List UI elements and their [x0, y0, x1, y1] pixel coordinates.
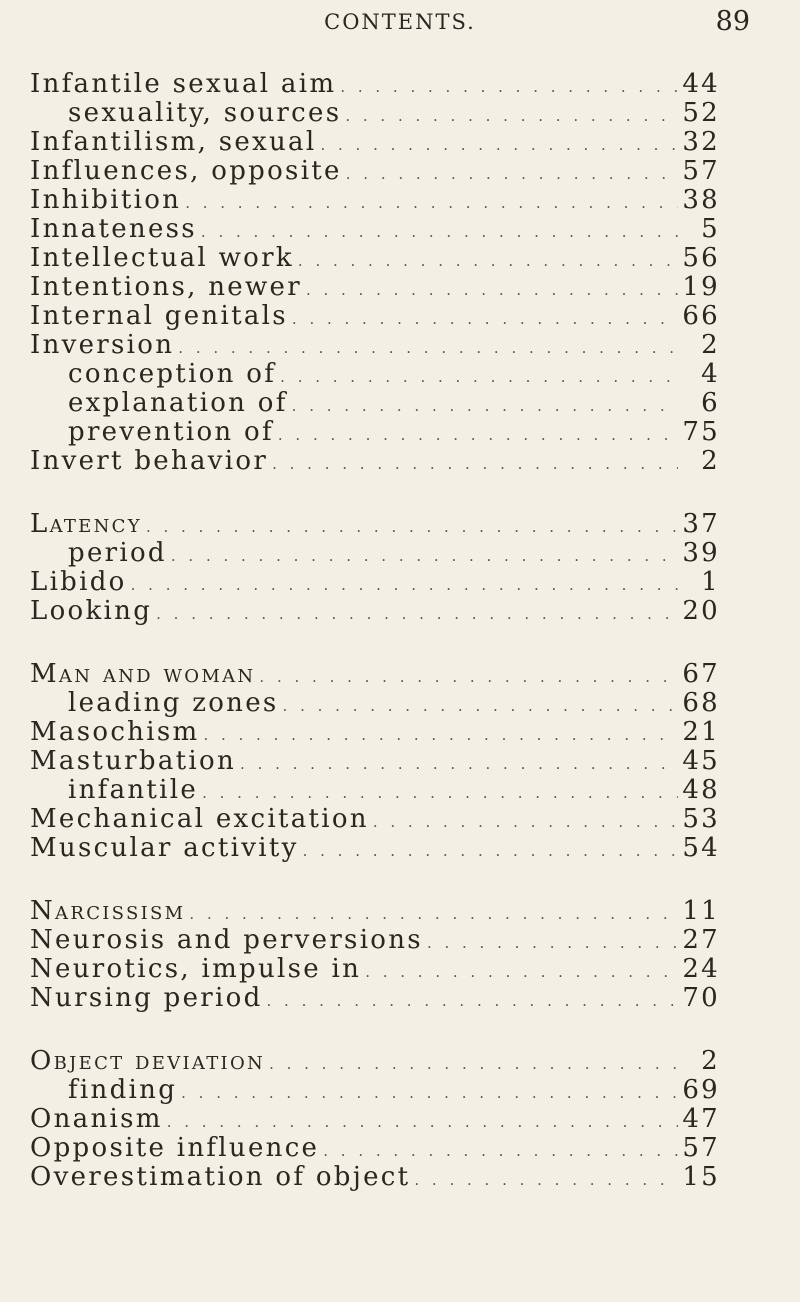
- dot-leader: [181, 189, 678, 215]
- dot-leader: [294, 247, 678, 273]
- dot-leader: [152, 600, 678, 626]
- entry-page-number: 66: [682, 302, 720, 331]
- index-subentry: [30, 776, 720, 805]
- entry-label: period: [68, 539, 167, 568]
- entry-page-number: 20: [682, 597, 720, 626]
- entry-page-number: 15: [682, 1163, 720, 1192]
- index-entry: [30, 955, 720, 984]
- dot-leader: [198, 779, 678, 805]
- dot-leader: [299, 837, 678, 863]
- entry-label: explanation of: [68, 389, 288, 418]
- dot-leader: [316, 131, 678, 157]
- entry-label: Invert behavior: [30, 447, 269, 476]
- dot-leader: [288, 305, 678, 331]
- dot-leader: [185, 900, 678, 926]
- index-entry: [30, 510, 720, 539]
- entry-label: finding: [68, 1076, 178, 1105]
- entry-label: Looking: [30, 597, 153, 626]
- index-entry: [30, 747, 720, 776]
- index-entry: [30, 834, 720, 863]
- index-subentry: [30, 539, 720, 568]
- dot-leader: [268, 450, 678, 476]
- entry-label: Overestimation of object: [30, 1163, 411, 1192]
- entry-page-number: 56: [682, 244, 720, 273]
- entry-page-number: 39: [682, 539, 720, 568]
- entry-page-number: 5: [701, 215, 720, 244]
- dot-leader: [279, 692, 678, 718]
- dot-leader: [127, 571, 678, 597]
- index-entry: [30, 215, 720, 244]
- index-entry: [30, 568, 720, 597]
- index-subentry: [30, 418, 720, 447]
- entry-label: Mechanical excitation: [30, 805, 369, 834]
- index-entry: [30, 984, 720, 1013]
- entry-label: Object deviation: [30, 1047, 266, 1076]
- entry-label: Latency: [30, 510, 142, 539]
- entry-label: Onanism: [30, 1105, 163, 1134]
- entry-page-number: 67: [682, 660, 720, 689]
- entry-page-number: 45: [682, 747, 720, 776]
- index-entry: [30, 70, 720, 99]
- dot-leader: [423, 929, 678, 955]
- dot-leader: [288, 392, 678, 418]
- entry-page-number: 2: [701, 1047, 720, 1076]
- dot-leader: [361, 958, 678, 984]
- index-entry: [30, 128, 720, 157]
- entry-page-number: 57: [682, 1134, 720, 1163]
- dot-leader: [410, 1166, 678, 1192]
- index-subentry: [30, 1076, 720, 1105]
- running-head-title: CONTENTS.: [324, 10, 476, 34]
- index-group: [30, 897, 720, 1013]
- entry-label: Inversion: [30, 331, 175, 360]
- index-entry: [30, 926, 720, 955]
- entry-page-number: 2: [701, 447, 720, 476]
- entry-label: infantile: [68, 776, 199, 805]
- index-entry: [30, 302, 720, 331]
- dot-leader: [276, 363, 678, 389]
- index-group: [30, 1047, 720, 1192]
- entry-page-number: 53: [682, 805, 720, 834]
- index-entry: [30, 897, 720, 926]
- index-subentry: [30, 360, 720, 389]
- entry-page-number: 54: [682, 834, 720, 863]
- entry-label: Narcissism: [30, 897, 186, 926]
- entry-page-number: 4: [701, 360, 720, 389]
- dot-leader: [336, 73, 678, 99]
- index-subentry: [30, 99, 720, 128]
- entry-page-number: 68: [682, 689, 720, 718]
- entry-label: Masochism: [30, 718, 200, 747]
- index-subentry: [30, 689, 720, 718]
- entry-page-number: 57: [682, 157, 720, 186]
- entry-label: Innateness: [30, 215, 197, 244]
- index-entry: [30, 660, 720, 689]
- entry-page-number: 47: [682, 1105, 720, 1134]
- dot-leader: [177, 1079, 678, 1105]
- index-entry: [30, 273, 720, 302]
- entry-label: Intellectual work: [30, 244, 294, 273]
- index-entry: [30, 1134, 720, 1163]
- dot-leader: [341, 102, 678, 128]
- index-group: [30, 510, 720, 626]
- index-entry: [30, 1047, 720, 1076]
- entry-label: Infantilism, sexual: [30, 128, 317, 157]
- entry-page-number: 21: [682, 718, 720, 747]
- entry-label: conception of: [68, 360, 277, 389]
- index-entry: [30, 447, 720, 476]
- dot-leader: [174, 334, 678, 360]
- index-subentry: [30, 389, 720, 418]
- dot-leader: [263, 987, 678, 1013]
- entry-page-number: 69: [682, 1076, 720, 1105]
- entry-label: Man and woman: [30, 660, 256, 689]
- entry-label: Muscular activity: [30, 834, 299, 863]
- index-entry: [30, 1105, 720, 1134]
- index-entry: [30, 157, 720, 186]
- index-entry: [30, 1163, 720, 1192]
- index-entry: [30, 718, 720, 747]
- entry-label: Inhibition: [30, 186, 182, 215]
- dot-leader: [199, 721, 678, 747]
- entry-label: sexuality, sources: [68, 99, 342, 128]
- dot-leader: [265, 1050, 678, 1076]
- entry-page-number: 48: [682, 776, 720, 805]
- dot-leader: [163, 1108, 678, 1134]
- dot-leader: [236, 750, 678, 776]
- index-group: [30, 70, 720, 476]
- entry-page-number: 1: [701, 568, 720, 597]
- index-list: [30, 70, 720, 1226]
- entry-label: Infantile sexual aim: [30, 70, 337, 99]
- entry-page-number: 44: [682, 70, 720, 99]
- page-header: [0, 0, 800, 50]
- dot-leader: [274, 421, 678, 447]
- entry-label: Libido: [30, 568, 127, 597]
- index-entry: [30, 244, 720, 273]
- index-entry: [30, 331, 720, 360]
- dot-leader: [255, 663, 678, 689]
- entry-page-number: 32: [682, 128, 720, 157]
- index-group: [30, 660, 720, 863]
- page-number: 89: [715, 6, 750, 37]
- dot-leader: [302, 276, 678, 302]
- entry-label: prevention of: [68, 418, 274, 447]
- entry-page-number: 27: [682, 926, 720, 955]
- entry-page-number: 38: [682, 186, 720, 215]
- dot-leader: [197, 218, 678, 244]
- entry-page-number: 52: [682, 99, 720, 128]
- dot-leader: [319, 1137, 678, 1163]
- entry-page-number: 11: [682, 897, 720, 926]
- entry-page-number: 37: [682, 510, 720, 539]
- entry-label: Opposite influence: [30, 1134, 320, 1163]
- dot-leader: [369, 808, 678, 834]
- entry-page-number: 70: [682, 984, 720, 1013]
- entry-page-number: 75: [682, 418, 720, 447]
- entry-label: Nursing period: [30, 984, 263, 1013]
- entry-page-number: 24: [682, 955, 720, 984]
- entry-label: Masturbation: [30, 747, 236, 776]
- entry-label: Neurosis and perversions: [30, 926, 423, 955]
- entry-page-number: 2: [701, 331, 720, 360]
- dot-leader: [142, 513, 678, 539]
- index-entry: [30, 805, 720, 834]
- dot-leader: [342, 160, 678, 186]
- entry-page-number: 6: [701, 389, 720, 418]
- index-entry: [30, 597, 720, 626]
- index-entry: [30, 186, 720, 215]
- dot-leader: [167, 542, 678, 568]
- entry-label: Neurotics, impulse in: [30, 955, 362, 984]
- entry-page-number: 19: [682, 273, 720, 302]
- entry-label: Intentions, newer: [30, 273, 302, 302]
- entry-label: Influences, opposite: [30, 157, 342, 186]
- entry-label: leading zones: [68, 689, 279, 718]
- entry-label: Internal genitals: [30, 302, 288, 331]
